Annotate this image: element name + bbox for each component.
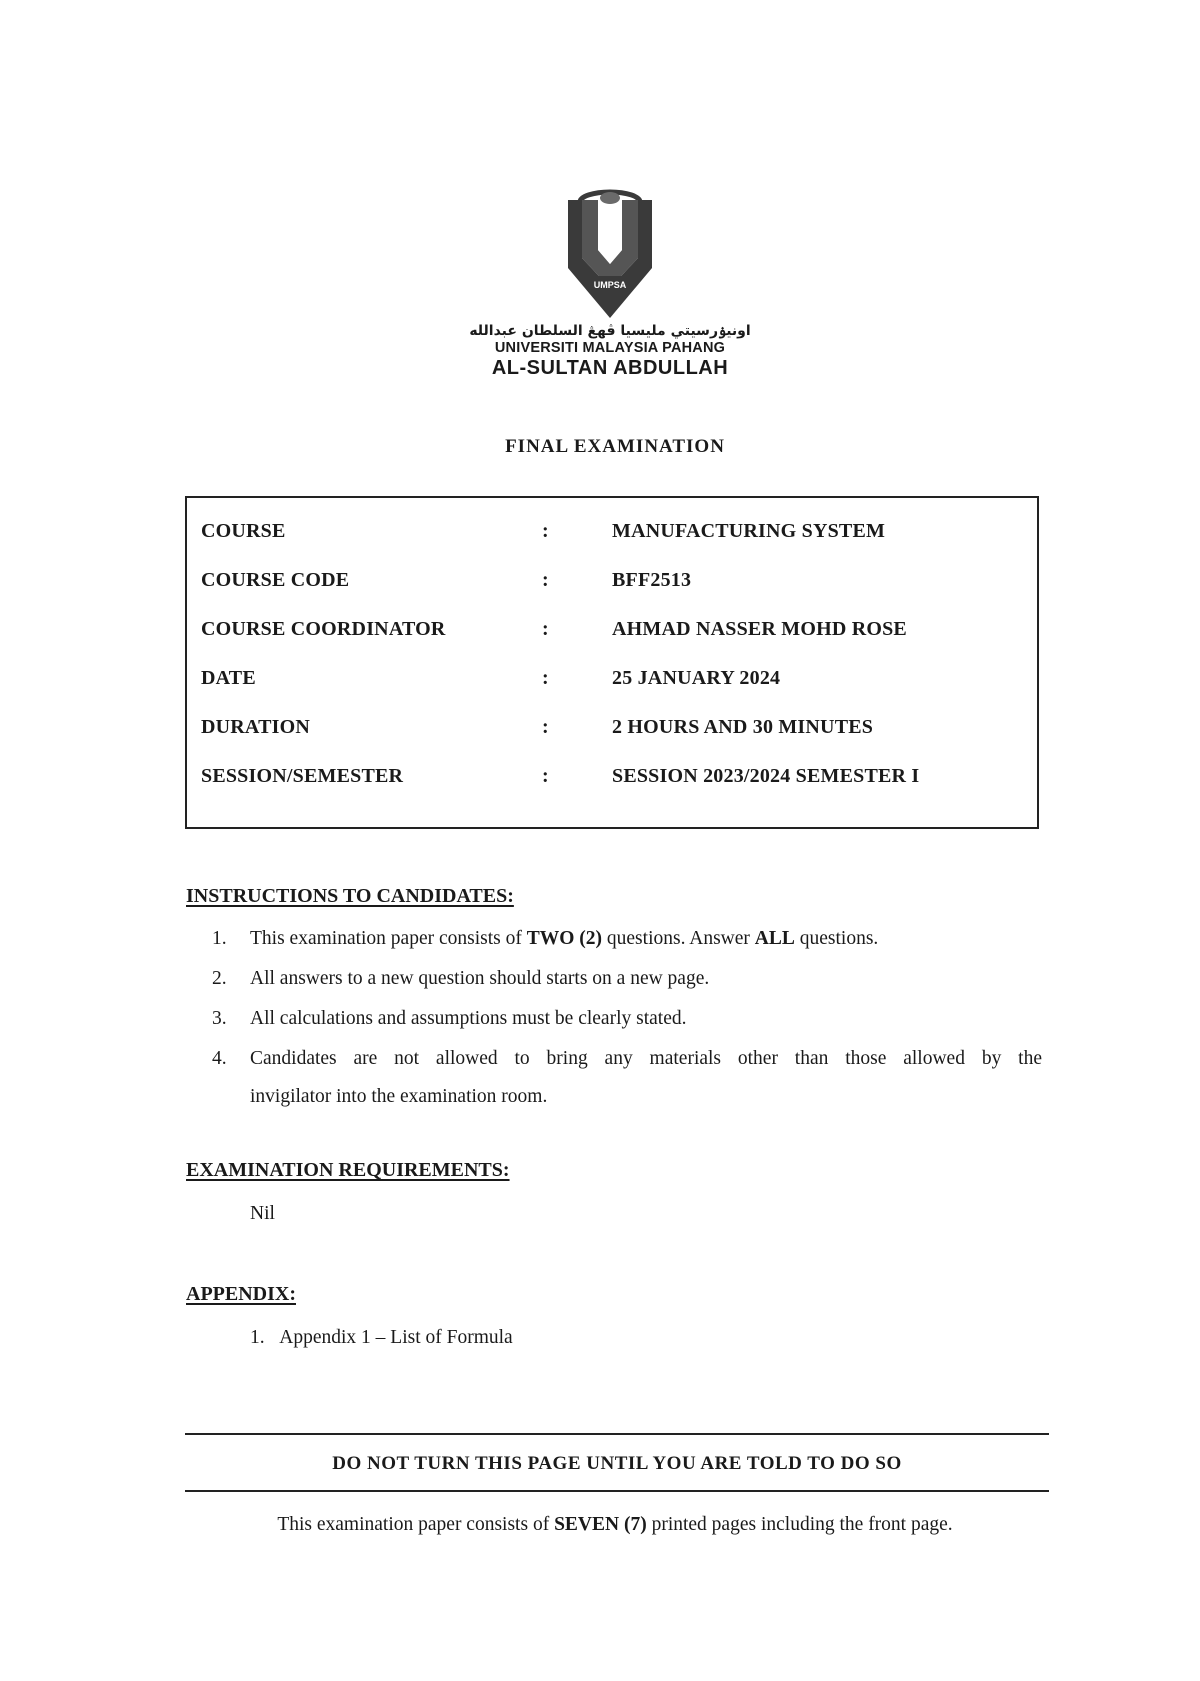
detail-row-course-coordinator xyxy=(187,618,1037,648)
footer-rule-bottom xyxy=(185,1490,1049,1492)
university-name-arabic: اونيۏرسيتي مليسيا ڤهڠ السلطان عبدالله xyxy=(469,323,751,339)
detail-label: DATE xyxy=(201,667,256,689)
detail-row-duration xyxy=(187,716,1037,746)
detail-colon: : xyxy=(542,569,549,591)
university-name-line2: AL-SULTAN ABDULLAH xyxy=(491,357,729,379)
instruction-text: Candidates are not allowed to bring any materials other than those allowed by the xyxy=(250,1048,1042,1069)
instructions-heading: INSTRUCTIONS TO CANDIDATES: xyxy=(186,885,514,907)
footer-note-page-count: SEVEN (7) xyxy=(554,1514,647,1535)
requirements-heading: EXAMINATION REQUIREMENTS: xyxy=(186,1159,510,1181)
instruction-text-part: This examination paper consists of xyxy=(250,928,527,949)
footer-rule-top xyxy=(185,1433,1049,1435)
university-logo xyxy=(540,180,680,330)
instruction-text xyxy=(250,918,1042,959)
appendix-item-1 xyxy=(250,1327,513,1349)
detail-label: SESSION/SEMESTER xyxy=(201,765,404,787)
detail-row-date xyxy=(187,667,1037,697)
university-name-line1: UNIVERSITI MALAYSIA PAHANG xyxy=(494,340,726,356)
detail-colon: : xyxy=(542,618,549,640)
detail-value: BFF2513 xyxy=(612,569,692,591)
instruction-number: 3. xyxy=(212,1008,227,1029)
detail-row-session-semester xyxy=(187,765,1037,795)
detail-label: COURSE COORDINATOR xyxy=(201,618,446,640)
instruction-text: All calculations and assumptions must be clearly stated. xyxy=(250,1008,687,1029)
instruction-text-part: questions. Answer xyxy=(602,928,755,949)
detail-value: AHMAD NASSER MOHD ROSE xyxy=(612,618,907,640)
detail-value: MANUFACTURING SYSTEM xyxy=(612,520,886,542)
footer-note-text: printed pages including the front page. xyxy=(646,1514,953,1535)
detail-label: DURATION xyxy=(201,716,311,738)
appendix-heading: APPENDIX: xyxy=(186,1283,296,1305)
course-details-box xyxy=(185,496,1039,829)
detail-label: COURSE xyxy=(201,520,286,542)
detail-colon: : xyxy=(542,520,549,542)
instruction-number: 1. xyxy=(212,928,227,949)
detail-row-course-code xyxy=(187,569,1037,599)
logo-text: UMPSA xyxy=(593,280,627,290)
requirements-text: Nil xyxy=(250,1203,275,1224)
detail-value: 2 HOURS AND 30 MINUTES xyxy=(612,716,874,738)
university-crest-icon xyxy=(540,180,680,330)
appendix-text: Appendix 1 – List of Formula xyxy=(279,1327,513,1348)
instruction-text-part: questions. xyxy=(794,928,879,949)
instruction-number: 4. xyxy=(212,1048,227,1069)
footer-page-note xyxy=(0,1514,1200,1536)
instruction-item-4-continuation: invigilator into the examination room. xyxy=(250,1086,548,1107)
detail-row-course xyxy=(187,520,1037,550)
detail-value: 25 JANUARY 2024 xyxy=(612,667,781,689)
instruction-text: All answers to a new question should starts on a new page. xyxy=(250,968,710,989)
detail-colon: : xyxy=(542,716,549,738)
footer-note-text: This examination paper consists of xyxy=(277,1514,555,1535)
detail-value: SESSION 2023/2024 SEMESTER I xyxy=(612,765,920,787)
appendix-number: 1. xyxy=(250,1327,265,1348)
exam-title: FINAL EXAMINATION xyxy=(505,436,725,457)
footer-warning: DO NOT TURN THIS PAGE UNTIL YOU ARE TOLD TO DO SO xyxy=(332,1453,902,1474)
detail-colon: : xyxy=(542,667,549,689)
instruction-bold-count: TWO (2) xyxy=(526,928,603,949)
detail-label: COURSE CODE xyxy=(201,569,350,591)
instruction-bold-all: ALL xyxy=(754,928,795,949)
detail-colon: : xyxy=(542,765,549,787)
instruction-number: 2. xyxy=(212,968,227,989)
university-name-block xyxy=(460,322,760,379)
